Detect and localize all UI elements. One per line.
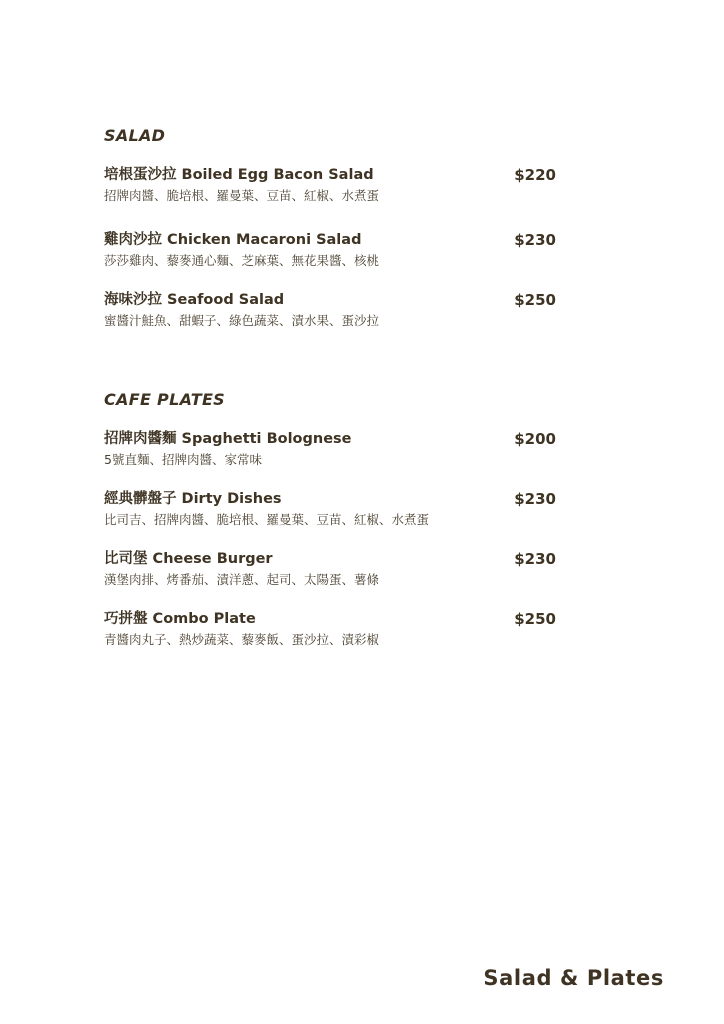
cafe-plates-section: [104, 389, 556, 669]
item-price: $230: [514, 231, 556, 249]
section-title-salad: SALAD: [104, 126, 166, 145]
item-name: 培根蛋沙拉 Boiled Egg Bacon Salad: [104, 167, 374, 183]
menu-item-cheese-burger: [104, 549, 556, 609]
item-name: 海味沙拉 Seafood Salad: [104, 292, 285, 308]
salad-section: [104, 125, 556, 350]
item-description: 招牌肉醬、脆培根、羅曼葉、豆苗、紅椒、水煮蛋: [104, 188, 380, 203]
item-description: 蜜醬汁鮭魚、甜蝦子、綠色蔬菜、漬水果、蛋沙拉: [104, 313, 380, 328]
menu-item-boiled-egg-bacon-salad: [104, 165, 556, 230]
menu-item-chicken-macaroni-salad: [104, 230, 556, 290]
menu-item-combo-plate: [104, 609, 556, 669]
item-name: 雞肉沙拉 Chicken Macaroni Salad: [104, 232, 362, 248]
item-price: $250: [514, 610, 556, 628]
menu-item-seafood-salad: [104, 290, 556, 350]
footer-page-title: Salad & Plates: [483, 966, 664, 990]
salad-items: [104, 165, 556, 350]
item-price: $230: [514, 490, 556, 508]
item-price: $250: [514, 291, 556, 309]
item-description: 比司吉、招牌肉醬、脆培根、羅曼葉、豆苗、紅椒、水煮蛋: [104, 512, 430, 527]
menu-item-spaghetti-bolognese: [104, 429, 556, 489]
item-price: $200: [514, 430, 556, 448]
item-name: 巧拼盤 Combo Plate: [104, 611, 256, 627]
item-description: 青醬肉丸子、熱炒蔬菜、藜麥飯、蛋沙拉、漬彩椒: [104, 632, 380, 647]
item-name: 比司堡 Cheese Burger: [104, 551, 273, 567]
item-description: 5號直麵、招牌肉醬、家常味: [104, 452, 262, 467]
section-title-cafe-plates: CAFE PLATES: [104, 390, 225, 409]
cafe-plates-items: [104, 429, 556, 669]
item-price: $220: [514, 166, 556, 184]
item-name: 經典髒盤子 Dirty Dishes: [104, 491, 282, 507]
item-description: 漢堡肉排、烤番茄、漬洋蔥、起司、太陽蛋、薯條: [104, 572, 380, 587]
menu-item-dirty-dishes: [104, 489, 556, 549]
item-price: $230: [514, 550, 556, 568]
item-description: 莎莎雞肉、藜麥通心麵、芝麻葉、無花果醬、核桃: [104, 253, 380, 268]
item-name: 招牌肉醬麵 Spaghetti Bolognese: [104, 431, 352, 447]
